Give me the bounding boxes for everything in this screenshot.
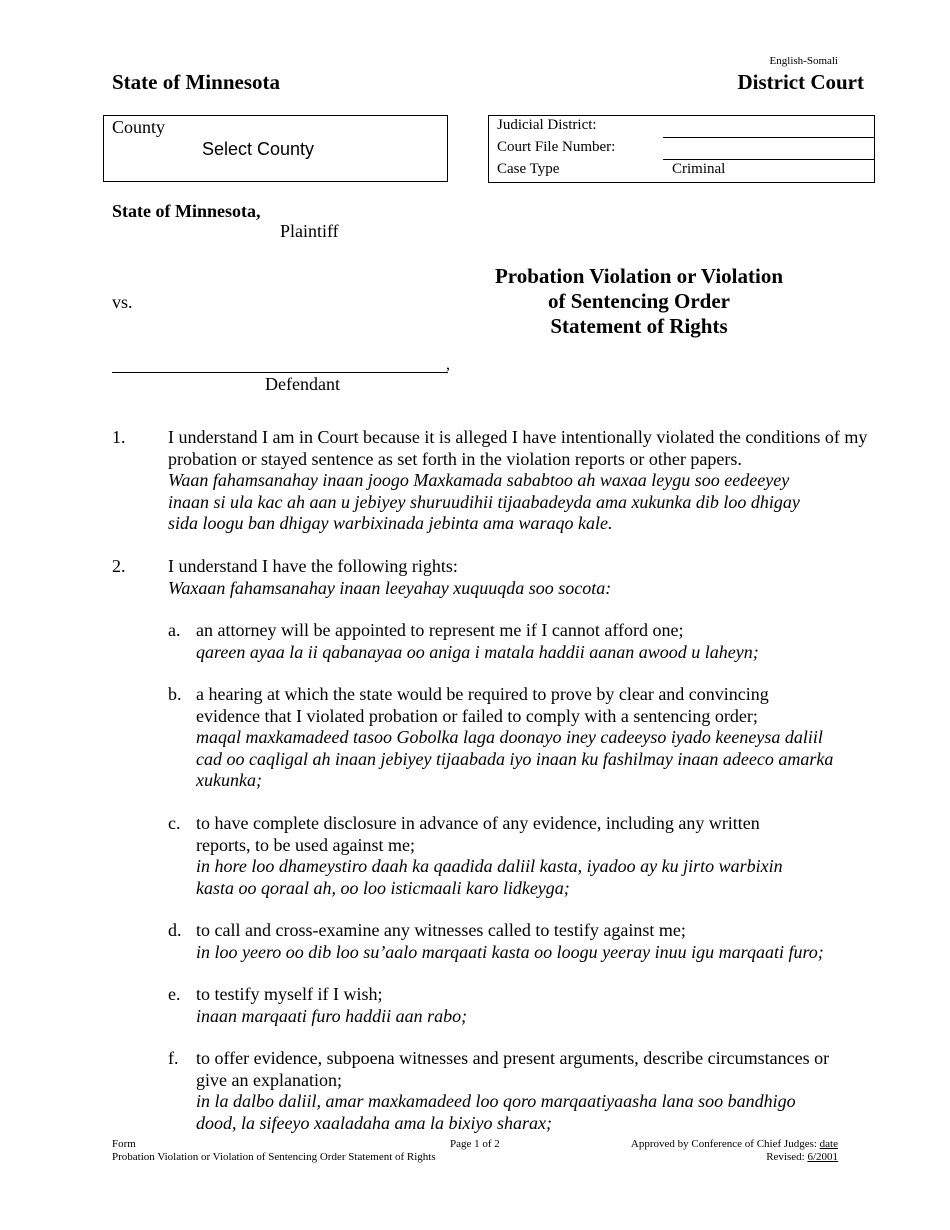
footer-form-label: Form	[112, 1138, 136, 1150]
title-line-1: Probation Violation or Violation	[494, 264, 783, 288]
right-somali-text: in loo yeero oo dib loo su’aalo marqaati kasta oo loogu yeeray inuu igu marqaati furo;	[196, 941, 824, 962]
right-english-text: an attorney will be appointed to represent me if I cannot afford one;	[196, 620, 684, 640]
right-letter: a.	[168, 620, 181, 640]
right-letter: c.	[168, 813, 181, 833]
defendant-comma: ,	[446, 356, 450, 373]
footer-form-name: Probation Violation or Violation of Sentencing Order Statement of Rights	[112, 1151, 436, 1163]
right-somali-text: in la dalbo daliil, amar maxkamadeed loo qoro marqaatiyaasha lana soo bandhigo dood, la sifeeyo xaaladaha ama la bixiyo sharax;	[196, 1091, 796, 1133]
item-number: 2.	[112, 556, 126, 576]
right-english-text: to have complete disclosure in advance of any evidence, including any written reports, to be used against me;	[196, 813, 760, 855]
title-line-3: Statement of Rights	[550, 314, 728, 338]
revised-date: 6/2001	[807, 1151, 838, 1163]
county-label: County	[112, 117, 166, 137]
county-select[interactable]: Select County	[202, 139, 315, 159]
right-letter: e.	[168, 984, 181, 1004]
approved-date-field[interactable]: date	[819, 1138, 838, 1150]
judicial-district-row	[489, 116, 874, 138]
right-somali-text: maqal maxkamadeed tasoo Gobolka laga doonayo iney cadeeyso iyado keeneysa daliil cad oo caqligal ah inaan jebiyey tijaabada iyo inaan ku fashilmay inaan adeeco amarka xukunka;	[196, 727, 834, 790]
case-info-box	[488, 115, 875, 183]
right-letter: d.	[168, 920, 182, 940]
court-file-number-label: Court File Number:	[497, 139, 616, 155]
item-english-text: I understand I am in Court because it is alleged I have intentionally violated the conditions of my probation or stayed sentence as set forth in the violation reports or other papers.	[168, 427, 868, 469]
case-type-row	[489, 160, 874, 182]
right-letter: f.	[168, 1048, 179, 1068]
right-somali-text: inaan marqaati furo haddii aan rabo;	[196, 1005, 468, 1026]
plaintiff-name: State of Minnesota,	[112, 201, 261, 221]
title-line-2: of Sentencing Order	[548, 289, 730, 313]
approved-label: Approved by Conference of Chief Judges:	[630, 1138, 817, 1150]
judicial-district-label: Judicial District:	[497, 117, 597, 133]
footer-form-info	[112, 1138, 436, 1164]
revised-label: Revised:	[766, 1151, 805, 1163]
county-box	[103, 115, 448, 182]
item-somali-text: Waxaan fahamsanahay inaan leeyahay xuquuqda soo socota:	[168, 577, 612, 598]
footer-page-number: Page 1 of 2	[450, 1138, 500, 1150]
item-number: 1.	[112, 427, 126, 447]
court-file-number-row	[489, 138, 874, 160]
defendant-name-field[interactable]	[112, 372, 448, 373]
plaintiff-role: Plaintiff	[280, 221, 339, 241]
case-type-value: Criminal	[672, 161, 726, 177]
language-label: English-Somali	[769, 55, 838, 67]
defendant-role: Defendant	[265, 374, 340, 394]
right-english-text: to call and cross-examine any witnesses called to testify against me;	[196, 920, 686, 940]
versus-label: vs.	[112, 292, 133, 312]
footer-approval-info	[631, 1138, 838, 1164]
court-heading: District Court	[737, 70, 864, 94]
right-letter: b.	[168, 684, 182, 704]
state-heading: State of Minnesota	[112, 70, 280, 94]
item-somali-text: Waan fahamsanahay inaan joogo Maxkamada sababtoo ah waxaa leygu soo eedeeyey inaan si ula kac ah aan u jebiyey shuruudihii tijaabadeyda ama xukunka dib loo dhigay sida loogu ban dhigay warbixinada jebinta ama waraqo kale.	[168, 470, 800, 533]
right-somali-text: in hore loo dhameystiro daah ka qaadida daliil kasta, iyadoo ay ku jirto warbixin kasta oo qoraal ah, oo loo isticmaali karo lidkeyga;	[196, 856, 783, 898]
right-english-text: to offer evidence, subpoena witnesses and present arguments, describe circumstances or give an explanation;	[196, 1048, 830, 1090]
case-type-label: Case Type	[497, 161, 560, 177]
right-english-text: to testify myself if I wish;	[196, 984, 383, 1004]
item-english-text: I understand I have the following rights:	[168, 556, 458, 576]
right-english-text: a hearing at which the state would be required to prove by clear and convincing evidence that I violated probation or failed to comply with a sentencing order;	[196, 684, 769, 726]
right-somali-text: qareen ayaa la ii qabanayaa oo aniga i matala haddii aanan awood u laheyn;	[196, 641, 759, 662]
document-title	[470, 264, 808, 339]
